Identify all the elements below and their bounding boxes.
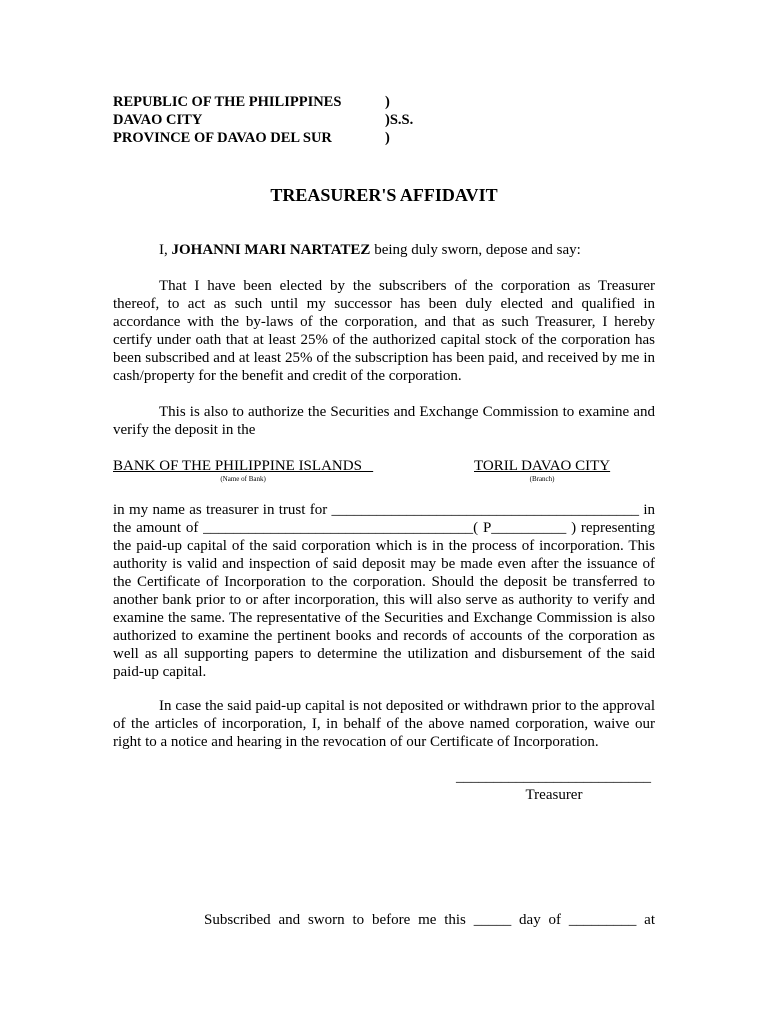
venue-country: REPUBLIC OF THE PHILIPPINES [113,94,342,110]
waiver-text: In case the said paid-up capital is not deposited or withdrawn prior to the approval of the articles of incorporation, I, in behalf of the above named corporation, waive our right to a notice and hearing in the revocation of our Certificate of Incorporation. [113,698,655,750]
venue-city: DAVAO CITY [113,112,203,128]
branch-field [474,457,610,484]
signature-label: Treasurer [525,787,583,803]
branch-value: TORIL DAVAO CITY [474,458,611,474]
intro-prefix: I, [159,242,172,258]
bank-name-field [113,457,373,484]
signature-line: __________________________ [456,769,651,785]
venue-bracket: ) [385,130,390,146]
waiver-paragraph [113,697,655,751]
venue-province: PROVINCE OF DAVAO DEL SUR [113,130,332,146]
election-text: That I have been elected by the subscribers of the corporation as Treasurer thereof, to act as such until my successor has been duly elected and qualified in accordance with the by-laws of the corporation, and that as such Treasurer, I hereby certify under oath that at least 25% of the authorized capital stock of the corporation has been subscribed and at least 25% of the subscription has been paid, and received by me in cash/property for the benefit and credit of the corporation. [113,278,655,384]
venue-header [113,93,413,147]
authorization-paragraph [113,403,655,439]
election-paragraph [113,277,655,385]
trust-text: in my name as treasurer in trust for _________________________________________ in the amount of ____________________________________( P__________ ) representing the paid-up capital of the said corporation which is in the process of incorporation. This authority is valid and inspection of said deposit may be made even after the issuance of the Certificate of Incorporation to the corporation. Should the deposit be transferred to another bank prior to or after incorporation, this will also serve as authority to verify and examine the same. The representative of the Securities and Exchange Commission is also authorized to examine the pertinent books and records of accounts of the corporation as well as all supporting papers to determine the utilization and disbursement of the said paid-up capital. [113,502,655,680]
venue-line [113,111,413,129]
authorization-text: This is also to authorize the Securities and Exchange Commission to examine and verify the deposit in the [113,404,655,438]
intro-suffix: being duly sworn, depose and say: [370,242,581,258]
intro-paragraph [113,241,655,259]
bank-name-caption: (Name of Bank) [220,475,266,483]
signature-block [456,768,652,804]
venue-line [113,93,413,111]
trust-paragraph [113,501,655,681]
venue-bracket: ) [385,94,390,110]
venue-line [113,129,413,147]
jurat-line: Subscribed and sworn to before me this _____ day of _________ at [204,912,655,928]
branch-caption: (Branch) [529,475,555,483]
venue-ss: )S.S. [385,112,414,128]
bank-name-value: BANK OF THE PHILIPPINE ISLANDS [113,458,374,474]
affiant-name: JOHANNI MARI NARTATEZ [171,242,371,258]
document-title: TREASURER'S AFFIDAVIT [270,185,498,205]
